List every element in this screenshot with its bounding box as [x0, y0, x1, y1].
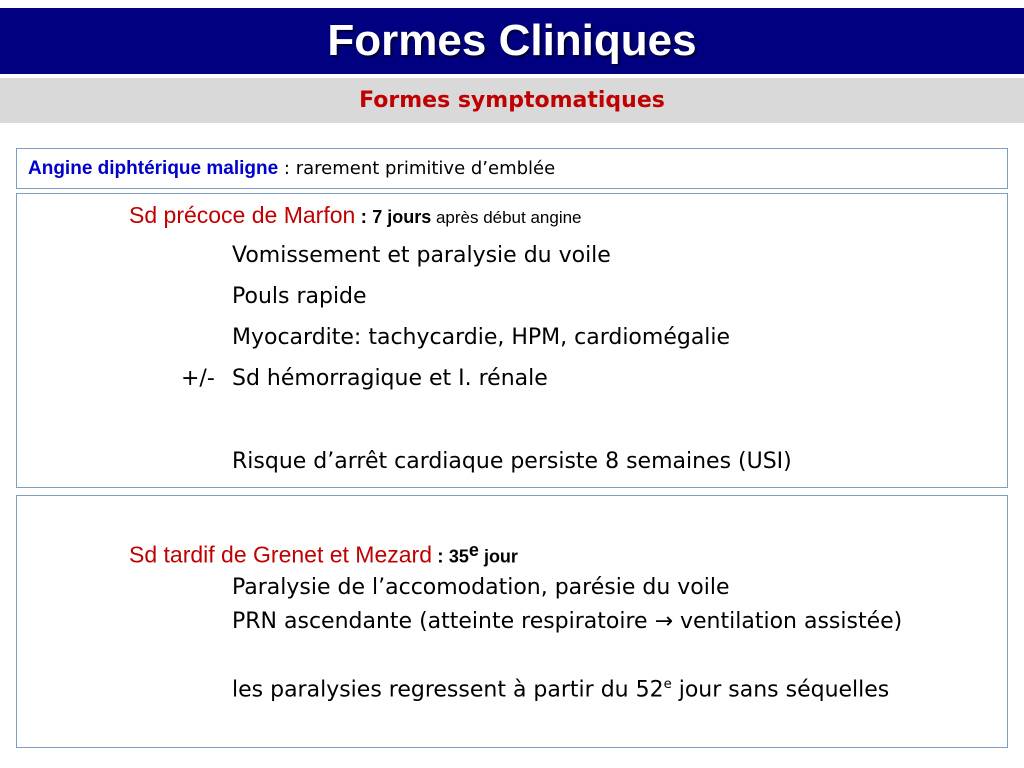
late-syndrome-heading — [129, 540, 518, 568]
late-regress-line — [232, 677, 889, 702]
late-syndrome-title: Sd tardif de Grenet et Mezard — [129, 541, 432, 568]
late-item-2: PRN ascendante (atteinte respiratoire → ventilation assistée) — [232, 609, 903, 634]
early-syndrome-days: 7 jours — [372, 207, 432, 227]
intro-line — [28, 158, 555, 180]
late-regress-pre: les paralysies regressent à partir du 52 — [232, 677, 664, 703]
early-syndrome-box — [16, 193, 1008, 488]
late-syndrome-box — [16, 495, 1008, 748]
late-syndrome-colon: : — [432, 546, 449, 568]
early-item-5: Risque d’arrêt cardiaque persiste 8 semaines (USI) — [232, 449, 792, 474]
late-syndrome-day-sup: e — [468, 540, 479, 560]
late-syndrome-day-word: jour — [478, 546, 518, 567]
early-syndrome-title: Sd précoce de Marfon — [129, 202, 356, 228]
early-syndrome-colon: : — [355, 207, 373, 228]
early-item-4: Sd hémorragique et I. rénale — [232, 366, 548, 391]
intro-text: : rarement primitive d’emblée — [278, 158, 556, 179]
intro-key: Angine diphtérique maligne — [28, 158, 279, 179]
page-title: Formes Cliniques — [327, 16, 697, 65]
late-syndrome-day-num: 35 — [448, 546, 469, 567]
late-regress-sup: e — [663, 677, 672, 692]
early-item-3: Myocardite: tachycardie, HPM, cardiomégalie — [232, 325, 731, 350]
intro-box — [16, 148, 1008, 189]
plus-minus-marker: +/- — [181, 366, 215, 391]
page-subtitle: Formes symptomatiques — [359, 88, 665, 113]
early-syndrome-timing: après début angine — [431, 208, 582, 227]
late-regress-post: jour sans séquelles — [671, 677, 890, 703]
early-item-2: Pouls rapide — [232, 284, 367, 309]
early-item-1: Vomissement et paralysie du voile — [232, 243, 611, 268]
early-syndrome-heading — [129, 202, 582, 229]
late-item-1: Paralysie de l’accomodation, parésie du voile — [232, 575, 730, 600]
